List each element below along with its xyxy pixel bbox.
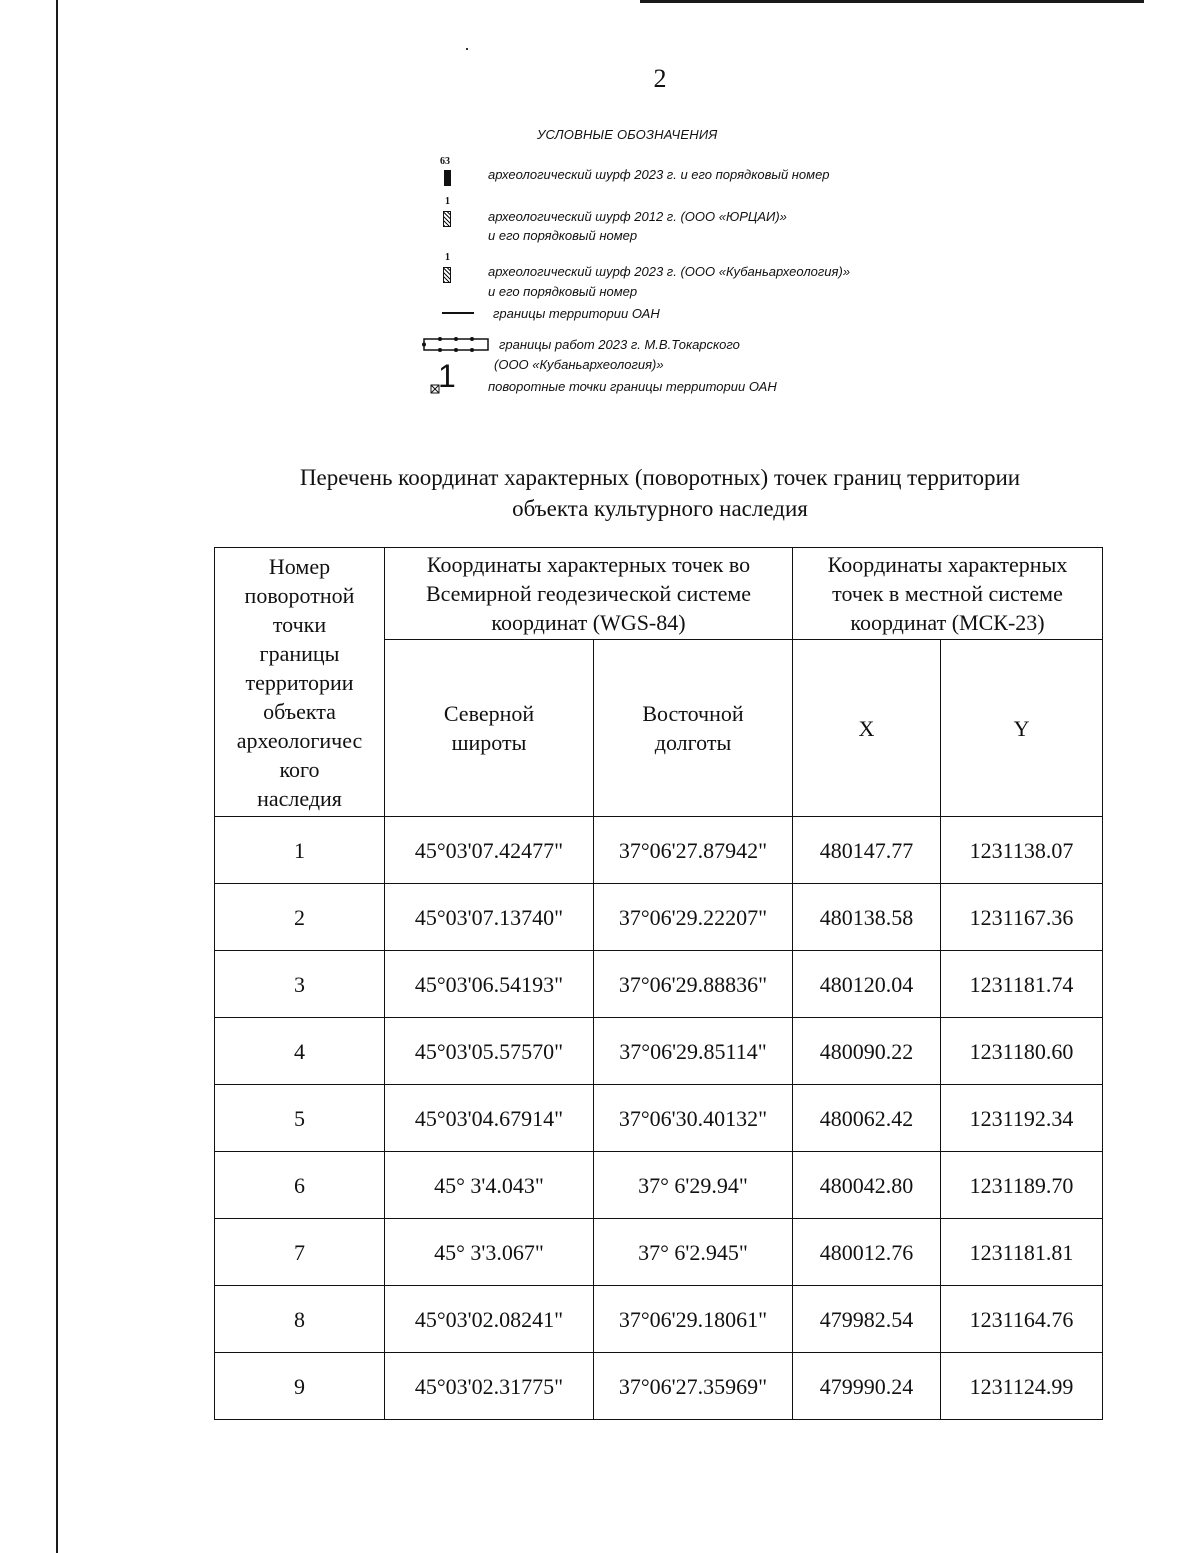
- cell-x: 480147.77: [793, 817, 941, 884]
- header-line: Всемирной геодезической системе: [425, 581, 752, 606]
- title-line: Перечень координат характерных (поворотных) точек границ территории: [299, 465, 1021, 490]
- table-row: [215, 1018, 1103, 1085]
- cell-point-number: 4: [215, 1018, 385, 1085]
- cell-longitude: 37°06'27.87942": [594, 817, 793, 884]
- cell-point-number: 2: [215, 884, 385, 951]
- cell-latitude: 45°03'02.31775": [385, 1353, 594, 1420]
- cell-longitude: 37° 6'2.945": [594, 1219, 793, 1286]
- legend-text: археологический шурф 2012 г. (ООО «ЮРЦАИ)»: [488, 209, 787, 224]
- header-line: координат (МСК-23): [850, 610, 1045, 635]
- scan-top-edge: [640, 0, 1144, 3]
- header-line: Координаты характерных: [827, 552, 1068, 577]
- legend-symbol-number: 1: [445, 252, 450, 263]
- header-line: территории: [245, 669, 354, 695]
- cell-point-number: 3: [215, 951, 385, 1018]
- header-y: Y: [941, 640, 1103, 817]
- legend-text: археологический шурф 2023 г. (ООО «Кубаньархеология)»: [488, 264, 851, 279]
- header-line: археологичес: [236, 727, 363, 753]
- cell-point-number: 6: [215, 1152, 385, 1219]
- table-row: [215, 1085, 1103, 1152]
- legend-symbol-number: 1: [445, 196, 450, 207]
- legend-text: поворотные точки границы территории ОАН: [488, 379, 777, 394]
- cell-longitude: 37°06'29.85114": [594, 1018, 793, 1085]
- header-wgs84: [385, 548, 793, 640]
- table-row: [215, 1219, 1103, 1286]
- legend-text: (ООО «Кубаньархеология)»: [494, 357, 664, 372]
- header-longitude: [594, 640, 793, 817]
- cell-latitude: 45°03'05.57570": [385, 1018, 594, 1085]
- cell-latitude: 45°03'06.54193": [385, 951, 594, 1018]
- table-row: [215, 951, 1103, 1018]
- cell-y: 1231180.60: [941, 1018, 1103, 1085]
- header-point-number: [215, 548, 385, 817]
- table-row: [215, 1152, 1103, 1219]
- cell-x: 480012.76: [793, 1219, 941, 1286]
- legend-text: и его порядковый номер: [488, 284, 638, 299]
- header-line: наследия: [257, 785, 342, 811]
- solid-pit-icon: [444, 170, 451, 186]
- header-line: объекта: [263, 698, 336, 724]
- header-msk23: [793, 548, 1103, 640]
- cell-point-number: 7: [215, 1219, 385, 1286]
- header-line: границы: [259, 640, 340, 666]
- header-line: широты: [451, 730, 527, 755]
- header-x: X: [793, 640, 941, 817]
- cell-longitude: 37°06'30.40132": [594, 1085, 793, 1152]
- scan-left-edge: [56, 0, 58, 1553]
- cell-y: 1231138.07: [941, 817, 1103, 884]
- page-number: 2: [653, 64, 667, 93]
- coordinates-table: [214, 547, 1103, 1420]
- cell-point-number: 9: [215, 1353, 385, 1420]
- cell-latitude: 45° 3'3.067": [385, 1219, 594, 1286]
- hatched-pit-icon: [443, 211, 451, 227]
- cell-point-number: 5: [215, 1085, 385, 1152]
- legend-text: границы работ 2023 г. М.В.Токарского: [499, 337, 740, 352]
- header-line: Северной: [443, 701, 535, 726]
- cell-longitude: 37°06'29.18061": [594, 1286, 793, 1353]
- scan-speck: [466, 48, 468, 50]
- cell-longitude: 37°06'29.22207": [594, 884, 793, 951]
- table-row: [215, 1353, 1103, 1420]
- cell-y: 1231181.81: [941, 1219, 1103, 1286]
- legend-symbol-number: 63: [440, 156, 450, 167]
- header-line: Восточной: [642, 701, 744, 726]
- cell-point-number: 1: [215, 817, 385, 884]
- table-row: [215, 1286, 1103, 1353]
- solid-line-icon: [442, 312, 474, 314]
- header-line: кого: [279, 756, 320, 782]
- cell-y: 1231124.99: [941, 1353, 1103, 1420]
- header-line: поворотной: [244, 582, 355, 608]
- cell-longitude: 37° 6'29.94": [594, 1152, 793, 1219]
- header-latitude: [385, 640, 594, 817]
- turning-point-icon: [430, 384, 440, 394]
- cell-x: 480138.58: [793, 884, 941, 951]
- document-title: [200, 462, 1120, 524]
- table-row: [215, 884, 1103, 951]
- title-line: объекта культурного наследия: [512, 496, 808, 521]
- header-line: точки: [272, 611, 327, 637]
- table-row: [215, 817, 1103, 884]
- header-line: Координаты характерных точек во: [426, 552, 751, 577]
- cell-y: 1231167.36: [941, 884, 1103, 951]
- cell-x: 479982.54: [793, 1286, 941, 1353]
- table-header-row: [215, 548, 1103, 640]
- cell-x: 480042.80: [793, 1152, 941, 1219]
- header-line: Номер: [268, 553, 331, 579]
- legend-text: и его порядковый номер: [488, 228, 638, 243]
- cell-x: 480062.42: [793, 1085, 941, 1152]
- turning-point-number: 1: [438, 358, 456, 394]
- header-line: точек в местной системе: [832, 581, 1063, 606]
- cell-x: 479990.24: [793, 1353, 941, 1420]
- header-line: долготы: [654, 730, 732, 755]
- cell-y: 1231192.34: [941, 1085, 1103, 1152]
- cell-y: 1231189.70: [941, 1152, 1103, 1219]
- legend-text: археологический шурф 2023 г. и его порядковый номер: [488, 167, 830, 182]
- legend-text: границы территории ОАН: [493, 306, 660, 321]
- cell-x: 480090.22: [793, 1018, 941, 1085]
- legend-title: УСЛОВНЫЕ ОБОЗНАЧЕНИЯ: [537, 127, 718, 142]
- cell-latitude: 45° 3'4.043": [385, 1152, 594, 1219]
- cell-latitude: 45°03'02.08241": [385, 1286, 594, 1353]
- cell-longitude: 37°06'27.35969": [594, 1353, 793, 1420]
- cell-latitude: 45°03'07.42477": [385, 817, 594, 884]
- hatched-pit-icon: [443, 267, 451, 283]
- cell-longitude: 37°06'29.88836": [594, 951, 793, 1018]
- dotted-boundary-icon: [420, 336, 492, 354]
- cell-y: 1231164.76: [941, 1286, 1103, 1353]
- cell-x: 480120.04: [793, 951, 941, 1018]
- cell-point-number: 8: [215, 1286, 385, 1353]
- cell-y: 1231181.74: [941, 951, 1103, 1018]
- header-line: координат (WGS-84): [491, 610, 686, 635]
- cell-latitude: 45°03'07.13740": [385, 884, 594, 951]
- cell-latitude: 45°03'04.67914": [385, 1085, 594, 1152]
